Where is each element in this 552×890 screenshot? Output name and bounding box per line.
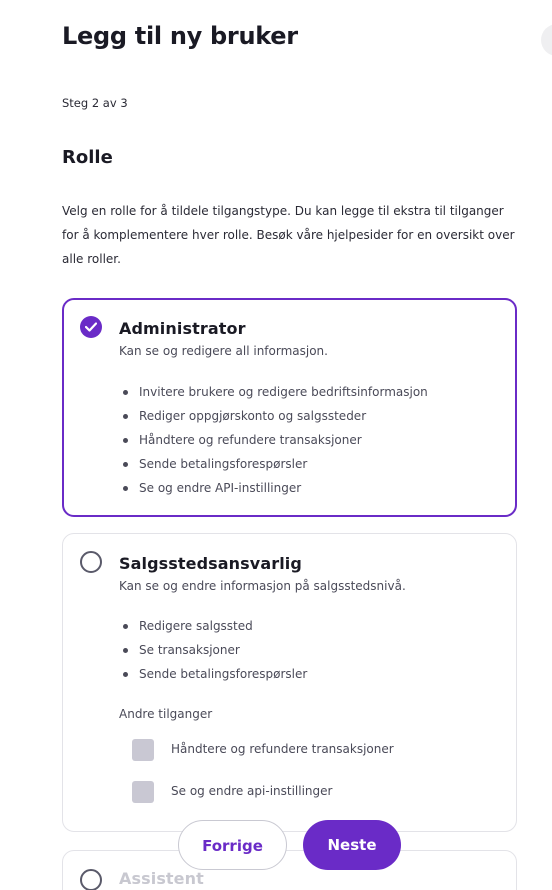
- permission-list: [119, 614, 307, 686]
- section-description: Velg en rolle for å tildele tilgangstype. Du kan legge til ekstra til tilganger for å komplementere hver rolle. Besøk våre hjelpesider for en oversikt over alle roller.: [62, 204, 515, 266]
- section-title: Rolle: [62, 147, 113, 168]
- role-name: Salgsstedsansvarlig: [119, 554, 302, 573]
- permission-list: [119, 380, 428, 500]
- bullet-icon: [123, 648, 128, 653]
- previous-button[interactable]: Forrige: [178, 820, 287, 870]
- bullet-icon: [123, 414, 128, 419]
- role-name: Administrator: [119, 319, 246, 338]
- extra-access-title: Andre tilganger: [119, 707, 213, 721]
- role-name: Assistent: [119, 869, 204, 888]
- radio-selected-icon[interactable]: [80, 316, 102, 338]
- role-description: Kan se og redigere all informasjon.: [119, 344, 328, 358]
- checkbox-icon[interactable]: [132, 781, 154, 803]
- checkbox-label: Håndtere og refundere transaksjoner: [171, 742, 394, 756]
- bullet-icon: [123, 438, 128, 443]
- permission-item: Invitere brukere og redigere bedriftsinformasjon: [119, 380, 428, 404]
- checkbox-label: Se og endre api-instillinger: [171, 784, 333, 798]
- bullet-icon: [123, 672, 128, 677]
- bullet-icon: [123, 486, 128, 491]
- radio-unselected-icon[interactable]: [80, 551, 102, 573]
- role-card-salgsstedsansvarlig[interactable]: [62, 533, 517, 832]
- permission-item: Se transaksjoner: [119, 638, 307, 662]
- role-description: Kan se og endre informasjon på salgsstedsnivå.: [119, 579, 406, 593]
- role-card-administrator[interactable]: [62, 298, 517, 517]
- step-indicator: Steg 2 av 3: [62, 96, 128, 110]
- bullet-icon: [123, 390, 128, 395]
- permission-item: Se og endre API-instillinger: [119, 476, 428, 500]
- bullet-icon: [123, 624, 128, 629]
- permission-item: Redigere salgssted: [119, 614, 307, 638]
- permission-item: Sende betalingsforespørsler: [119, 452, 428, 476]
- close-button[interactable]: [541, 24, 552, 56]
- bullet-icon: [123, 462, 128, 467]
- footer-actions: [0, 820, 552, 874]
- permission-item: Sende betalingsforespørsler: [119, 662, 307, 686]
- next-button[interactable]: Neste: [303, 820, 401, 870]
- checkbox-icon[interactable]: [132, 739, 154, 761]
- permission-item: Rediger oppgjørskonto og salgssteder: [119, 404, 428, 428]
- permission-item: Håndtere og refundere transaksjoner: [119, 428, 428, 452]
- page-title: Legg til ny bruker: [62, 22, 298, 50]
